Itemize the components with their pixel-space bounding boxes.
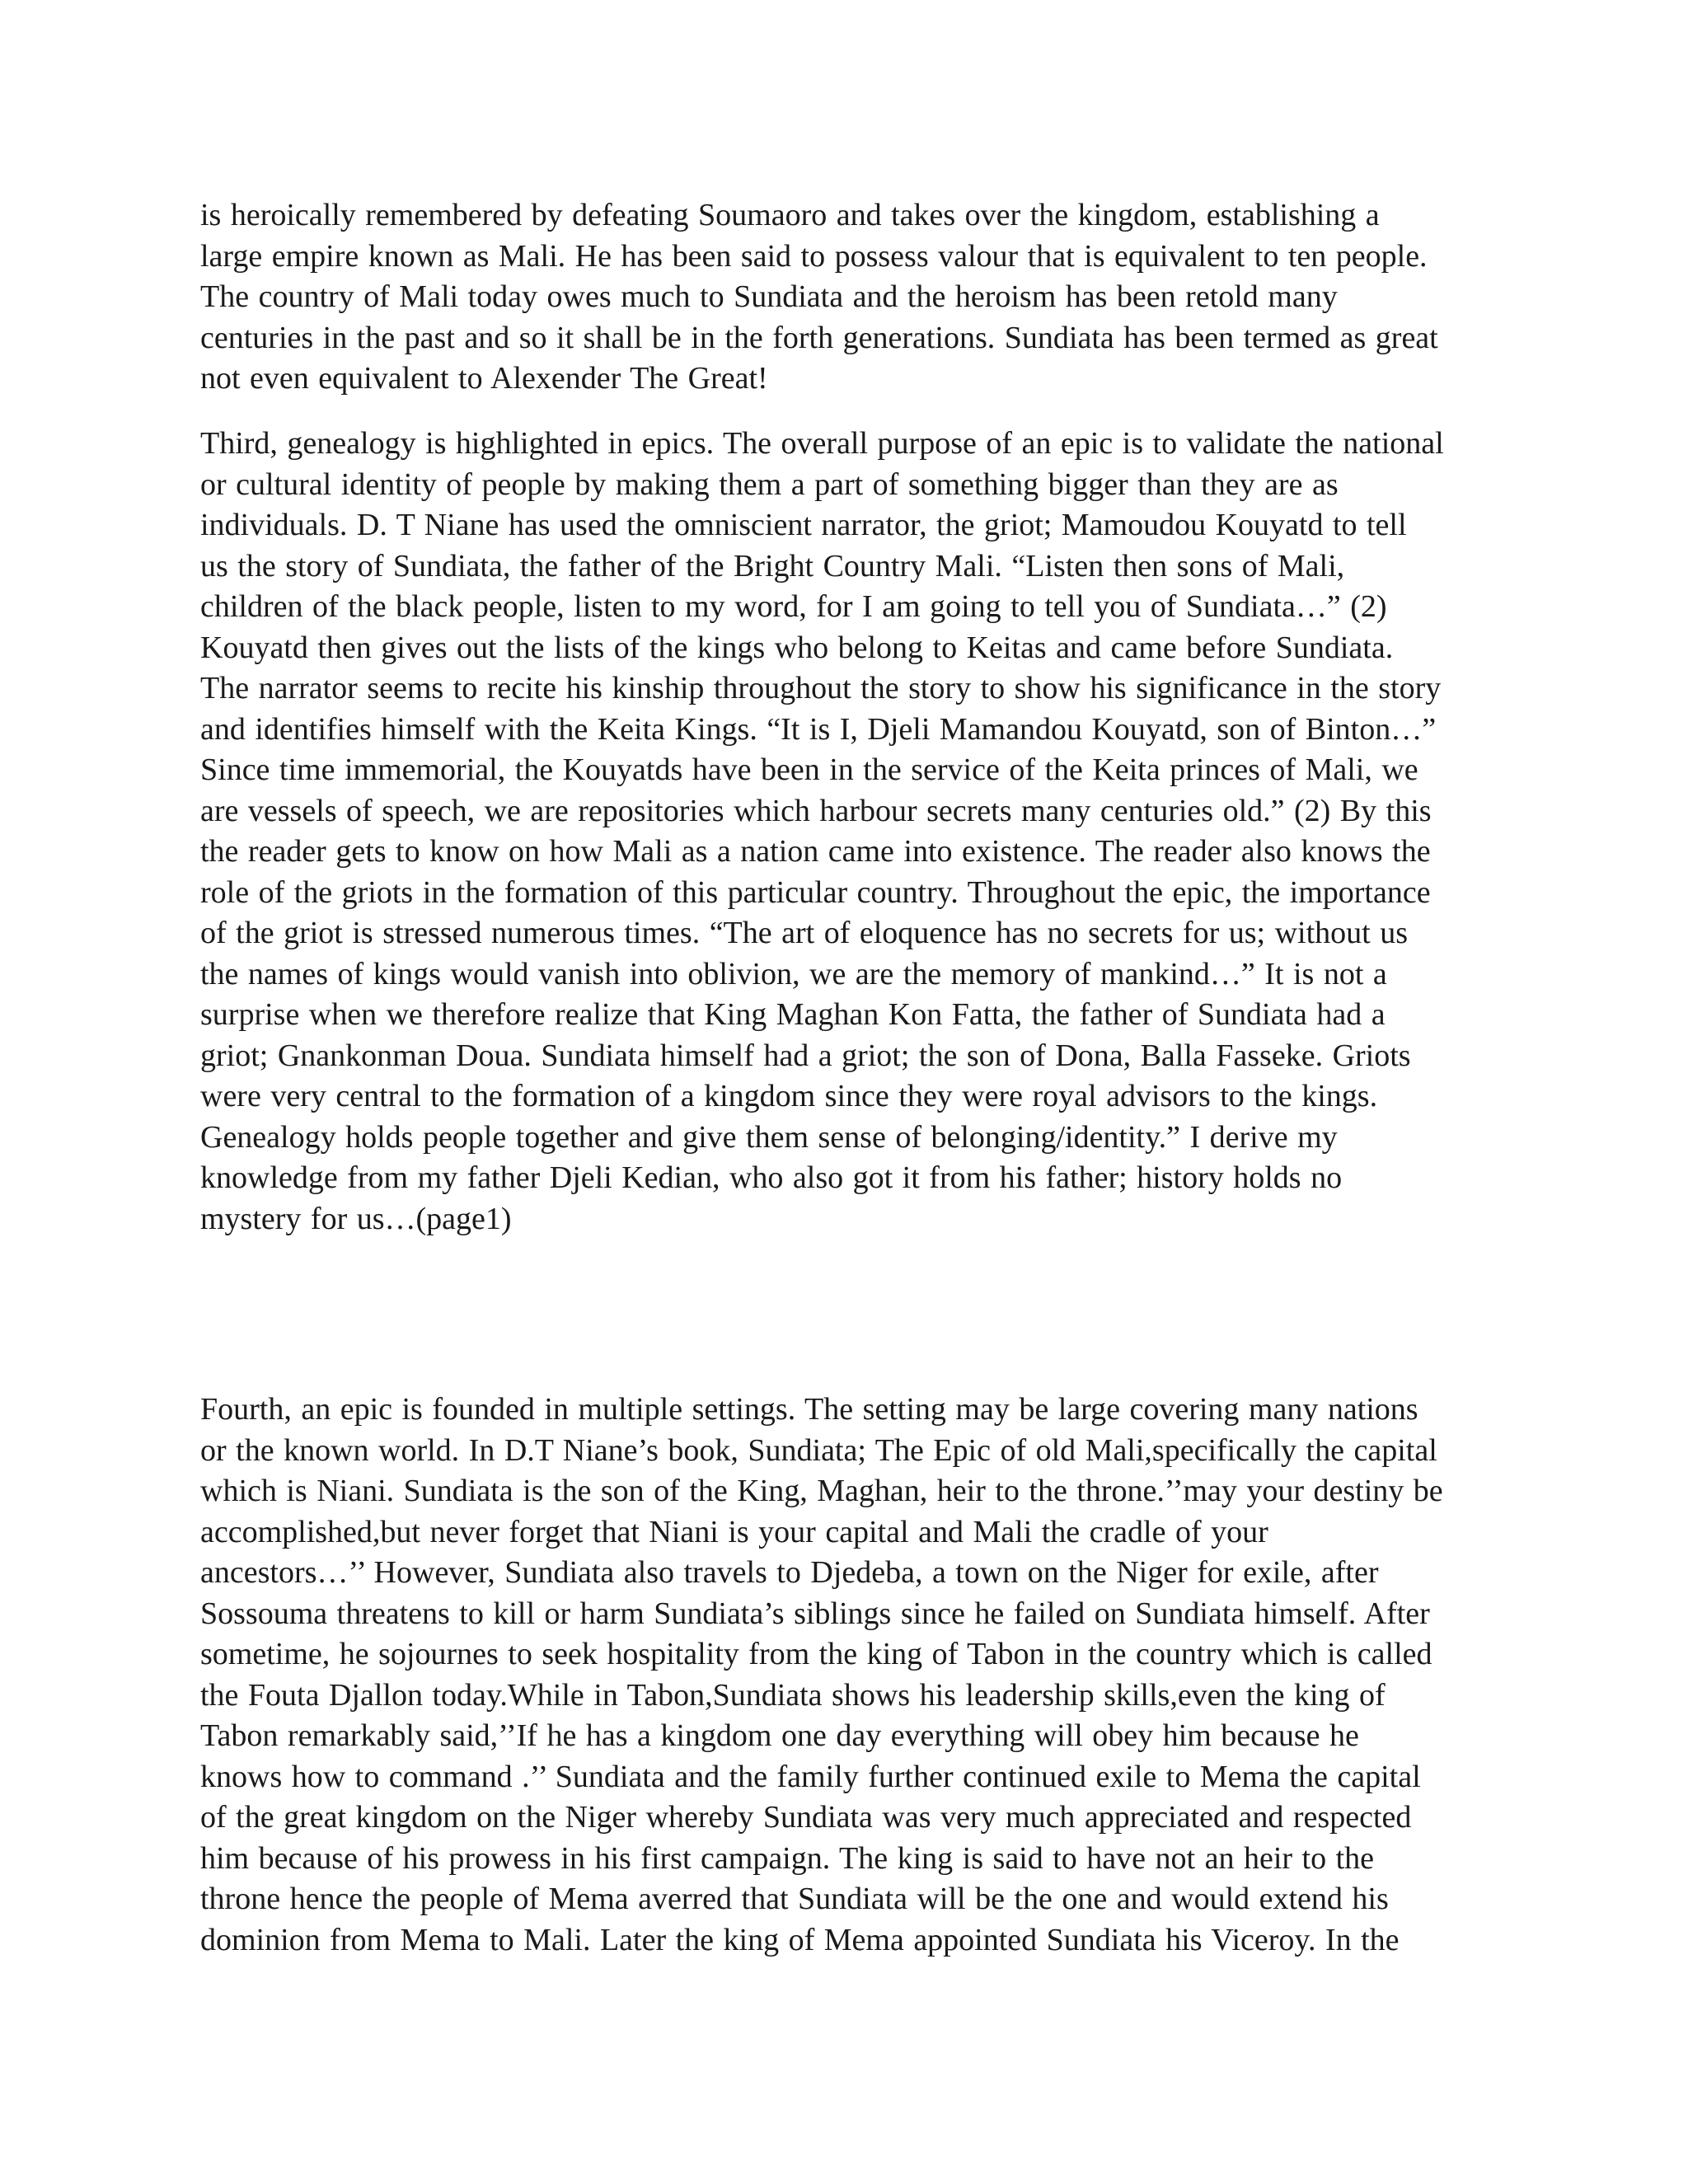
text-line: accomplished,but never forget that Niani is your capital and Mali the cradle of your (200, 1514, 1268, 1549)
text-line: role of the griots in the formation of this particular country. Throughout the epic, the importance (200, 874, 1431, 910)
text-line: us the story of Sundiata, the father of the Bright Country Mali. “Listen then sons of Mali, (200, 548, 1345, 583)
text-line: knows how to command .’’ Sundiata and the family further continued exile to Mema the capital (200, 1759, 1421, 1794)
text-line: Tabon remarkably said,’’If he has a kingdom one day everything will obey him because he (200, 1718, 1359, 1753)
text-line: ancestors…’’ However, Sundiata also travels to Djedeba, a town on the Niger for exile, after (200, 1555, 1379, 1590)
text-line: the names of kings would vanish into oblivion, we are the memory of mankind…” It is not a (200, 956, 1387, 991)
text-line: centuries in the past and so it shall be in the forth generations. Sundiata has been termed as great (200, 320, 1438, 355)
text-line: Sossouma threatens to kill or harm Sundiata’s siblings since he failed on Sundiata himself. After (200, 1596, 1430, 1631)
text-line: and identifies himself with the Keita Kings. “It is I, Djeli Mamandou Kouyatd, son of Binton…” (200, 711, 1437, 747)
text-line: were very central to the formation of a kingdom since they were royal advisors to the kings. (200, 1079, 1378, 1113)
text-line: the Fouta Djallon today.While in Tabon,Sundiata shows his leadership skills,even the king of (200, 1677, 1386, 1713)
text-line: of the griot is stressed numerous times. “The art of eloquence has no secrets for us; without us (200, 916, 1408, 950)
text-line: of the great kingdom on the Niger whereby Sundiata was very much appreciated and respected (200, 1800, 1412, 1835)
paragraph-2 (200, 424, 1486, 1240)
text-line: is heroically remembered by defeating Soumaoro and takes over the kingdom, establishing a (200, 198, 1380, 232)
text-line: or the known world. In D.T Niane’s book, Sundiata; The Epic of old Mali,specifically the capital (200, 1432, 1437, 1468)
text-line: not even equivalent to Alexender The Great! (200, 361, 768, 396)
text-line: dominion from Mema to Mali. Later the king of Mema appointed Sundiata his Viceroy. In the (200, 1922, 1400, 1957)
paragraph-1 (200, 195, 1486, 400)
text-line: large empire known as Mali. He has been said to possess valour that is equivalent to ten people. (200, 238, 1428, 274)
text-line: the reader gets to know on how Mali as a nation came into existence. The reader also knows the (200, 834, 1431, 869)
text-line: surprise when we therefore realize that King Maghan Kon Fatta, the father of Sundiata had a (200, 997, 1386, 1032)
text-line: sometime, he sojournes to seek hospitality from the king of Tabon in the country which is called (200, 1637, 1432, 1671)
paragraph-3 (200, 1390, 1486, 1961)
text-line: The narrator seems to recite his kinship throughout the story to show his significance in the story (200, 671, 1442, 705)
text-line: or cultural identity of people by making them a part of something bigger than they are as (200, 466, 1339, 502)
text-line: griot; Gnankonman Doua. Sundiata himself had a griot; the son of Dona, Balla Fasseke. Griots (200, 1038, 1411, 1073)
text-line: which is Niani. Sundiata is the son of the King, Maghan, heir to the throne.’’may your destiny be (200, 1474, 1443, 1508)
text-line: Since time immemorial, the Kouyatds have been in the service of the Keita princes of Mali, we (200, 752, 1418, 787)
text-line: Genealogy holds people together and give them sense of belonging/identity.” I derive my (200, 1119, 1338, 1155)
text-line: children of the black people, listen to my word, for I am going to tell you of Sundiata…” (2) (200, 589, 1387, 624)
text-line: him because of his prowess in his first campaign. The king is said to have not an heir to the (200, 1840, 1375, 1876)
text-line: knowledge from my father Djeli Kedian, who also got it from his father; history holds no (200, 1160, 1343, 1195)
text-line: are vessels of speech, we are repositories which harbour secrets many centuries old.” (2) By this (200, 793, 1432, 828)
text-line: throne hence the people of Mema averred that Sundiata will be the one and would extend his (200, 1882, 1389, 1916)
text-line: Third, genealogy is highlighted in epics. The overall purpose of an epic is to validate the national (200, 426, 1444, 461)
text-line: mystery for us…(page1) (200, 1201, 512, 1236)
text-line: individuals. D. T Niane has used the omniscient narrator, the griot; Mamoudou Kouyatd to tell (200, 508, 1407, 542)
text-line: Fourth, an epic is founded in multiple settings. The setting may be large covering many nations (200, 1392, 1418, 1427)
text-line: The country of Mali today owes much to Sundiata and the heroism has been retold many (200, 279, 1338, 314)
text-line: Kouyatd then gives out the lists of the kings who belong to Keitas and came before Sundiata. (200, 630, 1394, 665)
